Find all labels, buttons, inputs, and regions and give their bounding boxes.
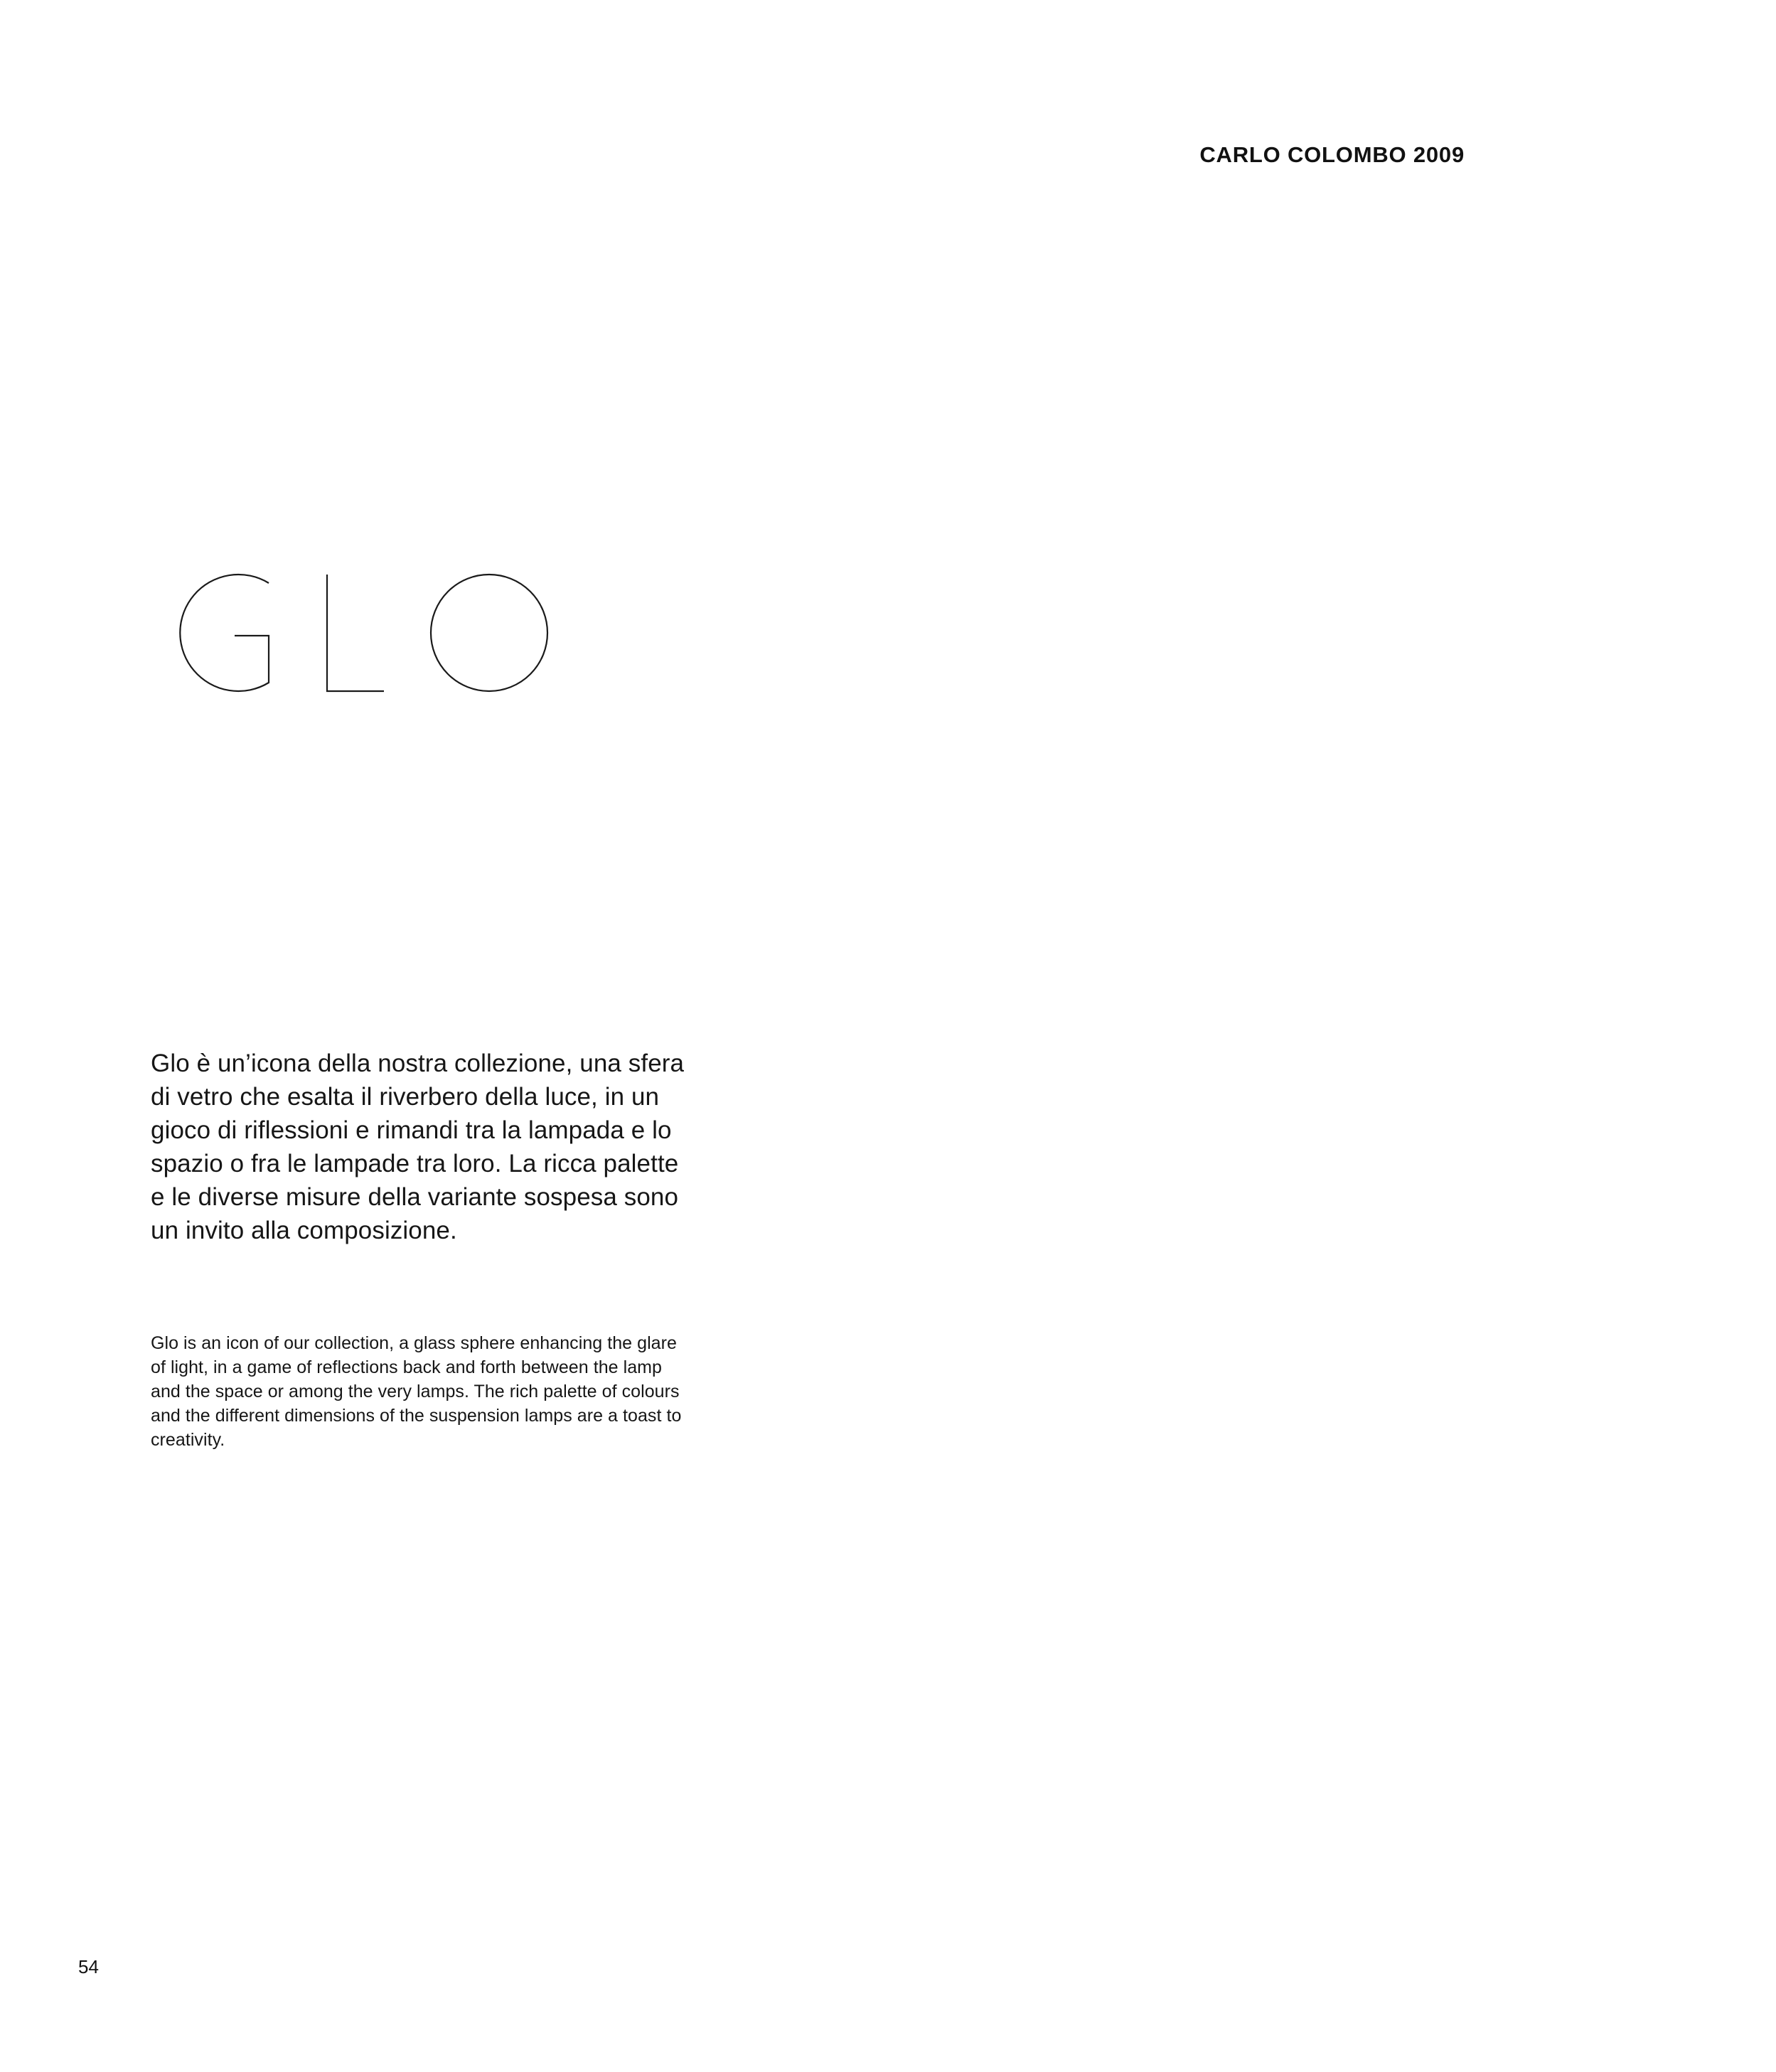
description-english: Glo is an icon of our collection, a glass sphere enhancing the glare of light, in a game of reflections back and forth between the lamp and the space or among the very lamps. The rich palette of colours and the different dimensions of the suspension lamps are a toast to creativity. [151, 1333, 682, 1450]
description-italian: Glo è un’icona della nostra collezione, una sfera di vetro che esalta il riverbero della luce, in un gioco di riflessioni e rimandi tra la lampada e lo spazio o fra le lampade tra loro. La ricca palette e le diverse misure della variante sospesa sono un invito alla composizione. [151, 1050, 685, 1244]
product-title-outline-glyphs [149, 562, 590, 725]
page-number: 54 [78, 1956, 99, 1977]
product-title [149, 562, 1002, 725]
designer-credit: CARLO COLOMBO 2009 [1199, 142, 1465, 167]
